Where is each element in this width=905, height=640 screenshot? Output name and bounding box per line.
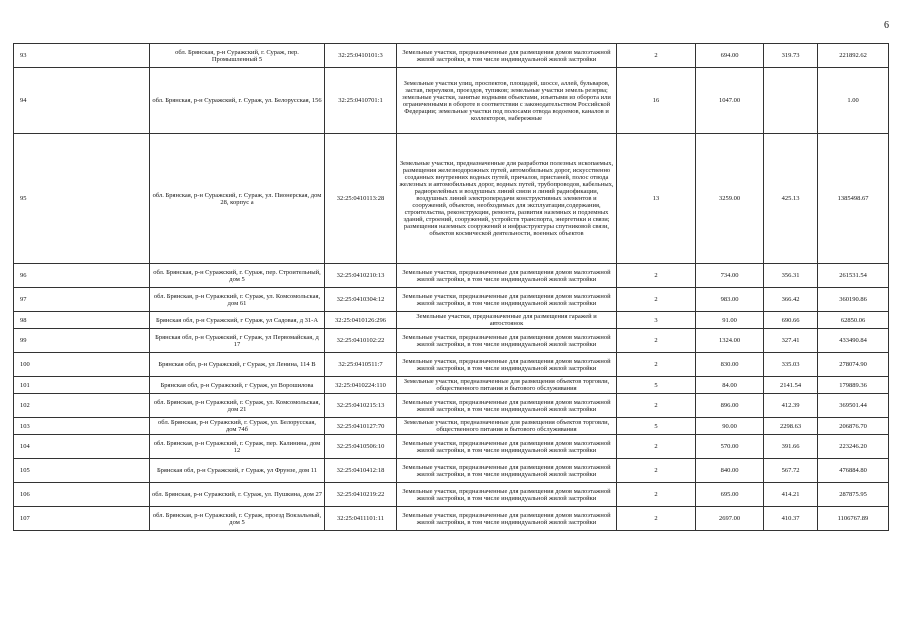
row-address: обл. Брянская, р-н Суражский, г. Сураж, ул. Пушкина, дом 27 — [150, 483, 325, 507]
row-group-count: 2 — [617, 459, 696, 483]
row-address: обл. Брянская, р-н Суражский, г. Сураж, пер. Калинина, дом 12 — [150, 435, 325, 459]
row-cadastral-number: 32:25:0410126:296 — [325, 312, 397, 329]
table-row — [14, 353, 889, 377]
row-specific-value: 319.73 — [764, 44, 818, 68]
row-specific-value: 391.66 — [764, 435, 818, 459]
row-cadastral-number: 32:25:0410210:13 — [325, 264, 397, 288]
row-area: 570.00 — [696, 435, 764, 459]
row-specific-value: 690.66 — [764, 312, 818, 329]
row-land-use: Земельные участки, предназначенные для размещения домов малоэтажной жилой застройки, в том числе индивидуальной жилой застройки — [397, 329, 617, 353]
table-row — [14, 264, 889, 288]
row-group-count: 3 — [617, 312, 696, 329]
row-specific-value: 2141.54 — [764, 377, 818, 394]
row-cadastral-value: 223246.20 — [818, 435, 889, 459]
row-land-use: Земельные участки, предназначенные для разработки полезных ископаемых, размещения железнодорожных путей, автомобильных дорог, искусственно созданных внутренних водных путей, причалов, пристаней, полос отвода железных и автомобильных дорог, водных путей, трубопроводов, кабельных, радиорелейных и воздушных линий связи и линий радиофикации, воздушных линий электропередачи конструктивных элементов и сооружений, объектов, необходимых для эксплуатации,содержания, строительства, реконструкции, ремонта, развития наземных и подземных зданий, строений, сооружений, устройств транспорта, энергетики и связи; размещения наземных сооружений и инфраструктуры спутниковой связи, объектов космической деятельности, военных объектов — [397, 134, 617, 264]
row-number: 107 — [14, 507, 150, 531]
table-row — [14, 312, 889, 329]
row-group-count: 5 — [617, 377, 696, 394]
row-number: 100 — [14, 353, 150, 377]
row-cadastral-number: 32:25:0410113:28 — [325, 134, 397, 264]
row-cadastral-value: 369501.44 — [818, 394, 889, 418]
row-address: Брянская обл, р-н Суражский, г Сураж, ул Ворошилова — [150, 377, 325, 394]
row-address: обл. Брянская, р-н Суражский, г. Сураж, ул. Комсомольская, дом 61 — [150, 288, 325, 312]
row-number: 94 — [14, 68, 150, 134]
row-cadastral-value: 179889.36 — [818, 377, 889, 394]
table-body — [14, 44, 889, 531]
row-cadastral-value: 287875.95 — [818, 483, 889, 507]
table-row — [14, 44, 889, 68]
row-specific-value: 410.37 — [764, 507, 818, 531]
row-address: обл. Брянская, р-н Суражский, г. Сураж, ул. Белорусская, 156 — [150, 68, 325, 134]
page-number: 6 — [884, 20, 889, 31]
row-land-use: Земельные участки, предназначенные для размещения объектов торговли, общественного питания и бытового обслуживания — [397, 377, 617, 394]
row-address: Брянская обл, р-н Суражский, г Сураж, ул Садовая, д 31-А — [150, 312, 325, 329]
row-area: 84.00 — [696, 377, 764, 394]
row-area: 3259.00 — [696, 134, 764, 264]
row-number: 95 — [14, 134, 150, 264]
row-number: 93 — [14, 44, 150, 68]
row-address: обл. Брянская, р-н Суражский, г. Сураж, пер. Промышленный 5 — [150, 44, 325, 68]
row-area: 694.00 — [696, 44, 764, 68]
row-cadastral-value: 1.00 — [818, 68, 889, 134]
row-number: 103 — [14, 418, 150, 435]
row-cadastral-number: 32:25:0410511:7 — [325, 353, 397, 377]
row-cadastral-number: 32:25:0411101:11 — [325, 507, 397, 531]
row-number: 106 — [14, 483, 150, 507]
row-cadastral-value: 278074.90 — [818, 353, 889, 377]
row-land-use: Земельные участки, предназначенные для размещения домов малоэтажной жилой застройки, в том числе индивидуальной жилой застройки — [397, 435, 617, 459]
table-row — [14, 394, 889, 418]
row-specific-value: 356.31 — [764, 264, 818, 288]
row-cadastral-number: 32:25:0410304:12 — [325, 288, 397, 312]
row-group-count: 5 — [617, 418, 696, 435]
row-group-count: 2 — [617, 329, 696, 353]
row-number: 98 — [14, 312, 150, 329]
row-number: 97 — [14, 288, 150, 312]
row-land-use: Земельные участки, предназначенные для размещения домов малоэтажной жилой застройки, в том числе индивидуальной жилой застройки — [397, 394, 617, 418]
row-cadastral-number: 32:25:0410219:22 — [325, 483, 397, 507]
row-area: 983.00 — [696, 288, 764, 312]
row-cadastral-number: 32:25:0410102:22 — [325, 329, 397, 353]
row-area: 1047.00 — [696, 68, 764, 134]
row-address: обл. Брянская, р-н Суражский, г. Сураж, ул. Пионерская, дом 28, корпус а — [150, 134, 325, 264]
table-row — [14, 377, 889, 394]
row-area: 1324.00 — [696, 329, 764, 353]
row-group-count: 2 — [617, 507, 696, 531]
row-cadastral-value: 1106767.89 — [818, 507, 889, 531]
table-row — [14, 68, 889, 134]
row-number: 101 — [14, 377, 150, 394]
row-address: Брянская обл, р-н Суражский, г Сураж, ул Фрунзе, дом 11 — [150, 459, 325, 483]
row-land-use: Земельные участки улиц, проспектов, площадей, шоссе, аллей, бульваров, застав, переулков, проездов, тупиков; земельные участки земель резерва; земельные участки, занятые водными объектами, изъятыми из оборота или ограниченными в обороте в соответствии с законодательством Российской Федерации; земельные участки под полосами отвода водоемов, каналов и коллекторов, набережные — [397, 68, 617, 134]
row-area: 830.00 — [696, 353, 764, 377]
row-specific-value: 412.39 — [764, 394, 818, 418]
row-specific-value: 414.21 — [764, 483, 818, 507]
row-specific-value — [764, 68, 818, 134]
row-group-count: 2 — [617, 483, 696, 507]
row-area: 734.00 — [696, 264, 764, 288]
row-land-use: Земельные участки, предназначенные для размещения объектов торговли, общественного питания и бытового обслуживания — [397, 418, 617, 435]
table-row — [14, 483, 889, 507]
row-specific-value: 366.42 — [764, 288, 818, 312]
row-land-use: Земельные участки, предназначенные для размещения домов малоэтажной жилой застройки, в том числе индивидуальной жилой застройки — [397, 44, 617, 68]
row-cadastral-number: 32:25:0410412:18 — [325, 459, 397, 483]
row-specific-value: 2298.63 — [764, 418, 818, 435]
row-cadastral-value: 221892.62 — [818, 44, 889, 68]
row-land-use: Земельные участки, предназначенные для размещения домов малоэтажной жилой застройки, в том числе индивидуальной жилой застройки — [397, 353, 617, 377]
row-number: 102 — [14, 394, 150, 418]
table-row — [14, 459, 889, 483]
row-area: 695.00 — [696, 483, 764, 507]
row-address: обл. Брянская, р-н Суражский, г. Сураж, ул. Белорусская, дом 74б — [150, 418, 325, 435]
row-area: 91.00 — [696, 312, 764, 329]
row-group-count: 16 — [617, 68, 696, 134]
row-cadastral-number: 32:25:0410506:10 — [325, 435, 397, 459]
table-row — [14, 418, 889, 435]
table-row — [14, 288, 889, 312]
row-address: обл. Брянская, р-н Суражский, г. Сураж, пер. Строительный, дом 5 — [150, 264, 325, 288]
row-group-count: 13 — [617, 134, 696, 264]
row-cadastral-value: 206876.70 — [818, 418, 889, 435]
row-address: Брянская обл, р-н Суражский, г Сураж, ул Первомайская, д 17 — [150, 329, 325, 353]
row-specific-value: 327.41 — [764, 329, 818, 353]
row-land-use: Земельные участки, предназначенные для размещения гаражей и автостоянок — [397, 312, 617, 329]
row-group-count: 2 — [617, 288, 696, 312]
row-land-use: Земельные участки, предназначенные для размещения домов малоэтажной жилой застройки, в том числе индивидуальной жилой застройки — [397, 459, 617, 483]
row-land-use: Земельные участки, предназначенные для размещения домов малоэтажной жилой застройки, в том числе индивидуальной жилой застройки — [397, 264, 617, 288]
row-cadastral-number: 32:25:0410215:13 — [325, 394, 397, 418]
row-group-count: 2 — [617, 394, 696, 418]
row-area: 840.00 — [696, 459, 764, 483]
row-cadastral-value: 433490.84 — [818, 329, 889, 353]
table-row — [14, 435, 889, 459]
row-specific-value: 425.13 — [764, 134, 818, 264]
row-land-use: Земельные участки, предназначенные для размещения домов малоэтажной жилой застройки, в том числе индивидуальной жилой застройки — [397, 483, 617, 507]
row-area: 896.00 — [696, 394, 764, 418]
row-specific-value: 335.03 — [764, 353, 818, 377]
table-row — [14, 134, 889, 264]
table-row — [14, 329, 889, 353]
row-number: 105 — [14, 459, 150, 483]
row-address: Брянская обл, р-н Суражский, г Сураж, ул Ленина, 114 В — [150, 353, 325, 377]
row-land-use: Земельные участки, предназначенные для размещения домов малоэтажной жилой застройки, в том числе индивидуальной жилой застройки — [397, 507, 617, 531]
row-group-count: 2 — [617, 353, 696, 377]
row-address: обл. Брянская, р-н Суражский, г. Сураж, проезд Вокзальный, дом 5 — [150, 507, 325, 531]
row-number: 104 — [14, 435, 150, 459]
row-area: 90.00 — [696, 418, 764, 435]
row-cadastral-value: 261531.54 — [818, 264, 889, 288]
row-land-use: Земельные участки, предназначенные для размещения домов малоэтажной жилой застройки, в том числе индивидуальной жилой застройки — [397, 288, 617, 312]
row-cadastral-value: 360190.86 — [818, 288, 889, 312]
row-number: 99 — [14, 329, 150, 353]
row-cadastral-number: 32:25:0410224:110 — [325, 377, 397, 394]
row-cadastral-number: 32:25:0410701:1 — [325, 68, 397, 134]
table-row — [14, 507, 889, 531]
row-group-count: 2 — [617, 435, 696, 459]
row-area: 2697.00 — [696, 507, 764, 531]
row-number: 96 — [14, 264, 150, 288]
row-cadastral-value: 62850.06 — [818, 312, 889, 329]
row-cadastral-value: 476884.80 — [818, 459, 889, 483]
row-specific-value: 567.72 — [764, 459, 818, 483]
cadastral-value-table — [13, 43, 889, 531]
row-cadastral-value: 1385498.67 — [818, 134, 889, 264]
row-cadastral-number: 32:25:0410101:3 — [325, 44, 397, 68]
row-cadastral-number: 32:25:0410127:70 — [325, 418, 397, 435]
row-group-count: 2 — [617, 264, 696, 288]
row-address: обл. Брянская, р-н Суражский, г. Сураж, ул. Комсомольская, дом 21 — [150, 394, 325, 418]
row-group-count: 2 — [617, 44, 696, 68]
